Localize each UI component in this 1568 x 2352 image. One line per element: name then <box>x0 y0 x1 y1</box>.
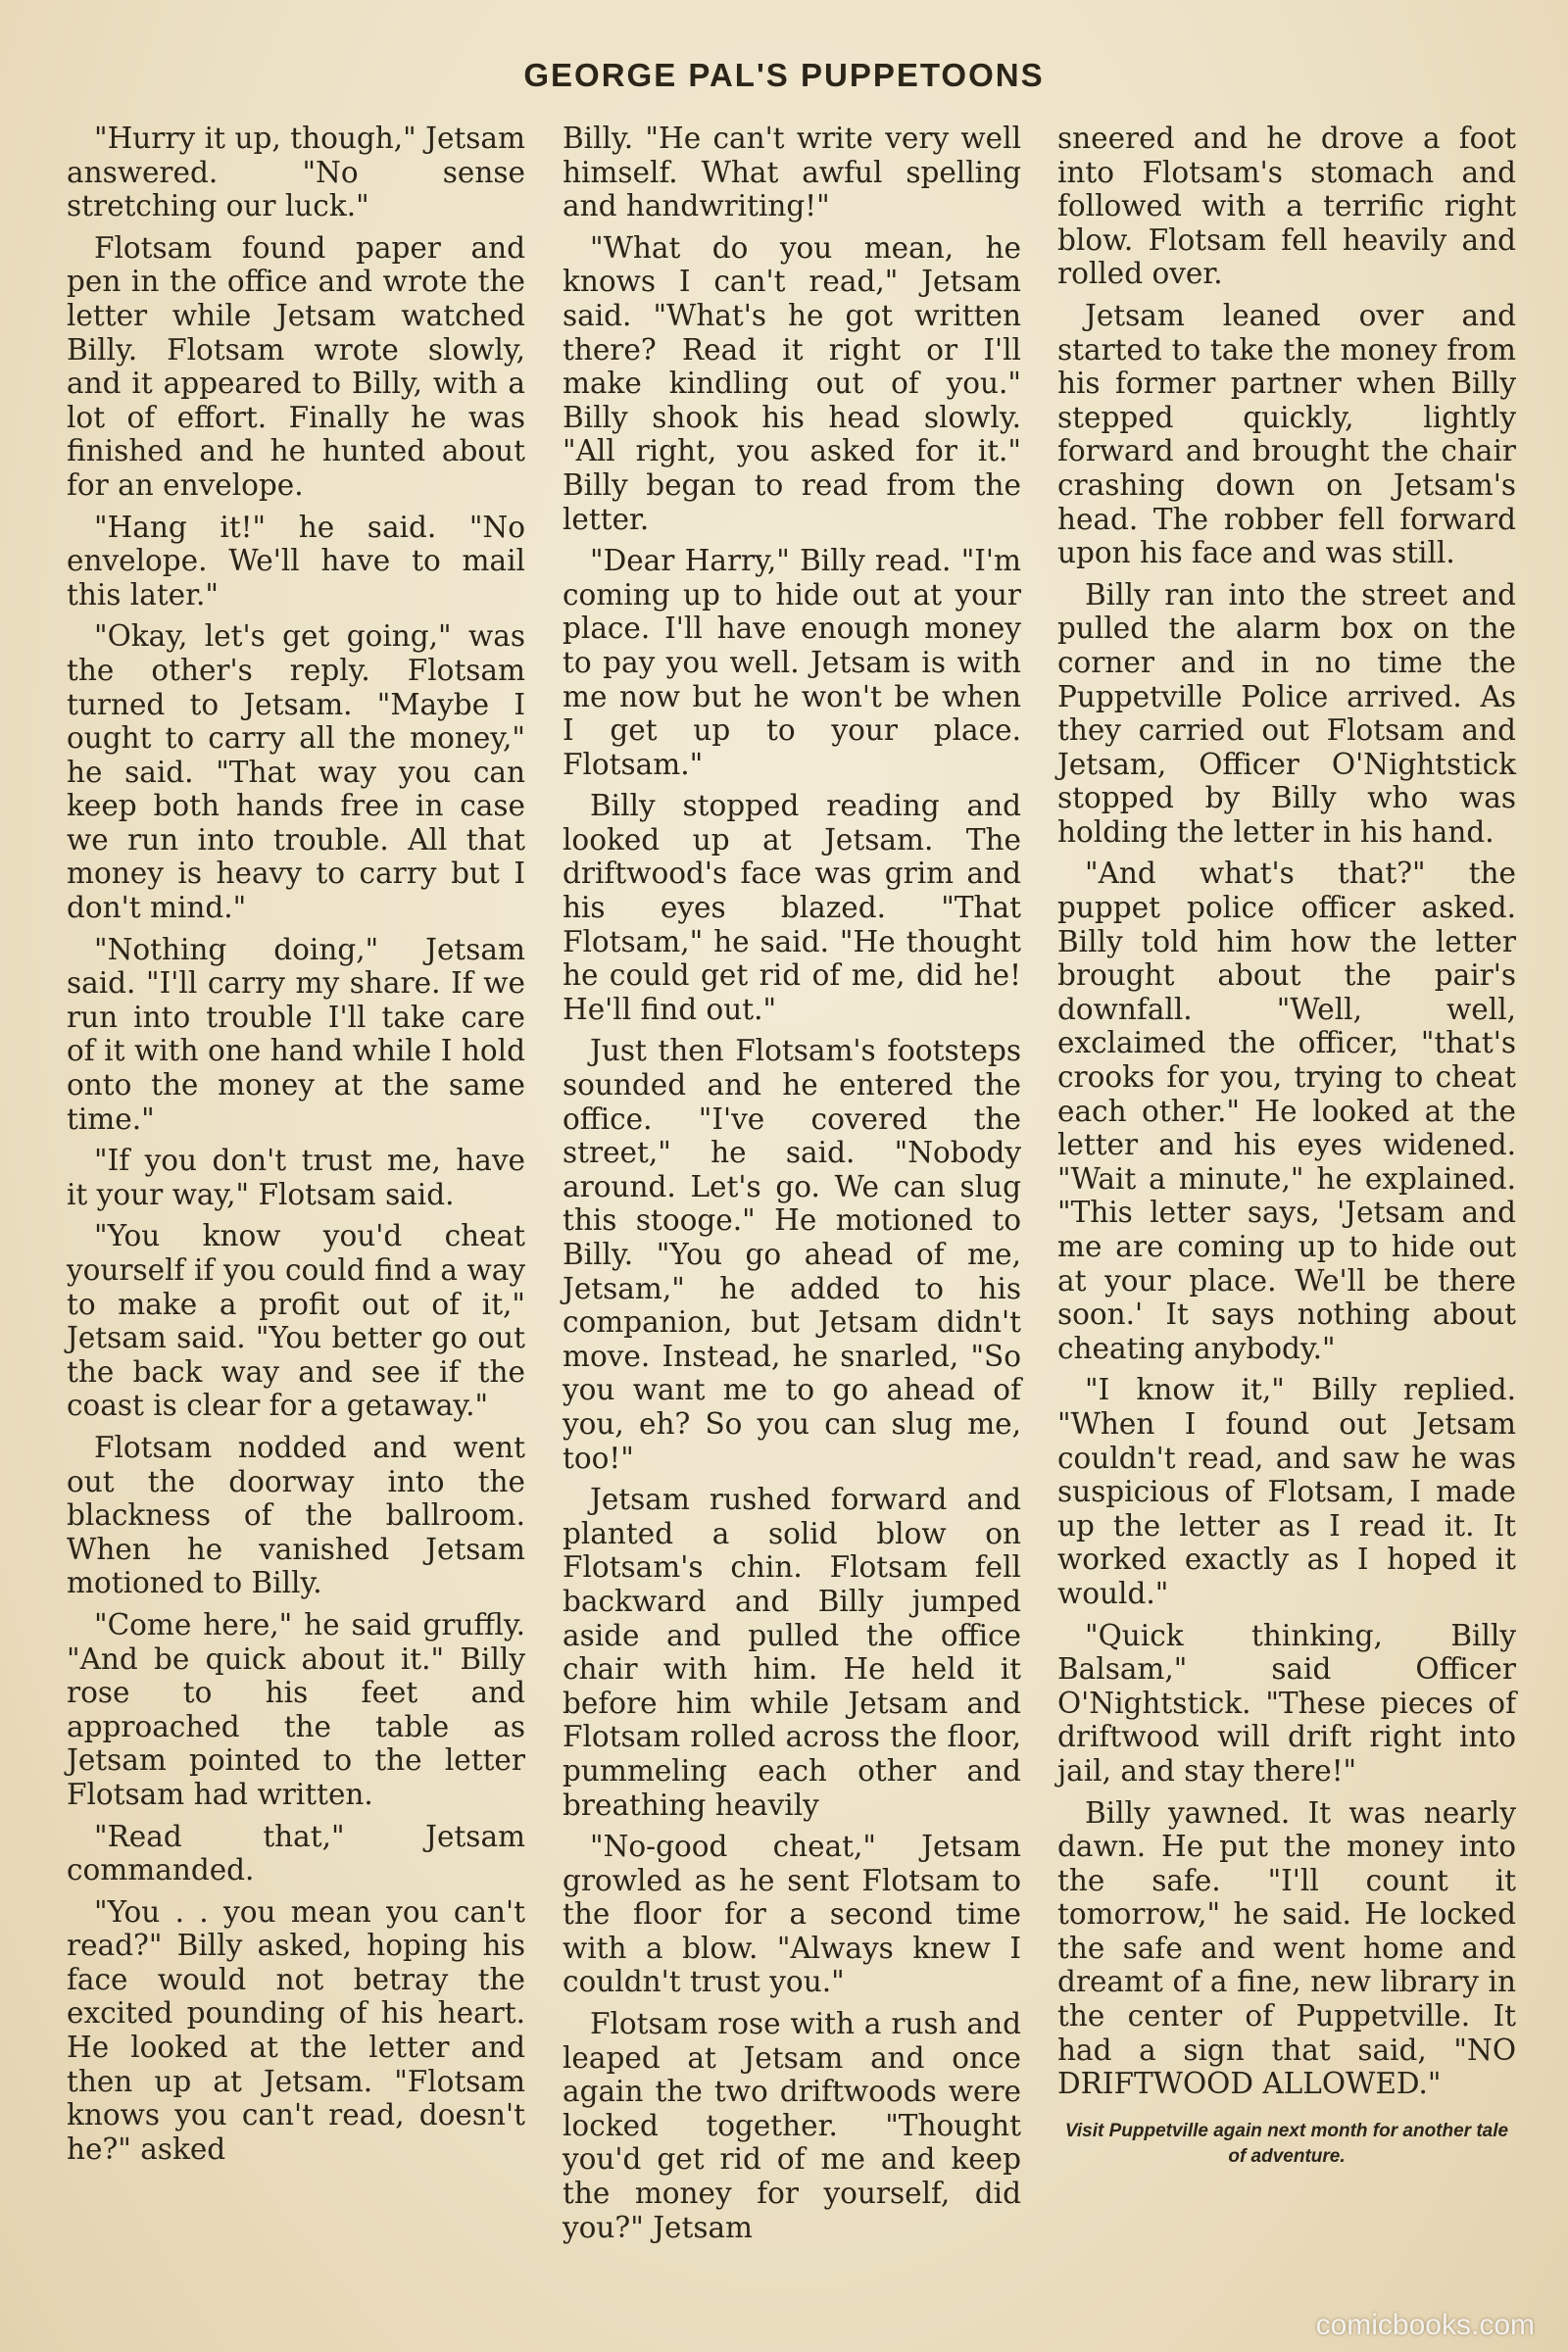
paragraph: "Nothing doing," Jetsam said. "I'll carry my share. If we run into trouble I'll take care of it with one hand while I hold onto the money at the same time." <box>67 932 525 1136</box>
paragraph: Billy yawned. It was nearly dawn. He put the money into the safe. "I'll count it tomorrow," he said. He locked the safe and went home and dreamt of a fine, new library in the center of Puppetville. It had a sign that said, "NO DRIFTWOOD ALLOWED." <box>1057 1795 1516 2101</box>
paragraph: "Come here," he said gruffly. "And be quick about it." Billy rose to his feet and approached the table as Jetsam pointed to the letter Flotsam had written. <box>67 1607 525 1811</box>
paragraph: "If you don't trust me, have it your way," Flotsam said. <box>67 1144 525 1211</box>
paragraph: Flotsam rose with a rush and leaped at Jetsam and once again the two driftwoods were locked together. "Thought you'd get rid of me and keep the money for yourself, did you?" Jetsam <box>563 2007 1021 2244</box>
text-column-2 <box>563 122 1021 2252</box>
watermark-text: comicbooks.com <box>1315 2309 1535 2341</box>
paragraph: Jetsam rushed forward and planted a solid blow on Flotsam's chin. Flotsam fell backward and Billy jumped aside and pulled the office chair with him. He held it before him while Jetsam and Flotsam rolled across the floor, pummeling each other and breathing heavily <box>563 1483 1021 1822</box>
paragraph: "You . . you mean you can't read?" Billy asked, hoping his face would not betray the excited pounding of his heart. He looked at the letter and then up at Jetsam. "Flotsam knows you can't read, doesn't he?" asked <box>67 1894 525 2166</box>
paragraph: "You know you'd cheat yourself if you could find a way to make a profit out of it," Jetsam said. "You better go out the back way and see if the coast is clear for a getaway." <box>67 1219 525 1423</box>
paragraph: "Dear Harry," Billy read. "I'm coming up to hide out at your place. I'll have enough money to pay you well. Jetsam is with me now but he won't be when I get up to your place. Flotsam." <box>563 544 1021 781</box>
paragraph: Jetsam leaned over and started to take the money from his former partner when Billy stepped quickly, lightly forward and brought the chair crashing down on Jetsam's head. The robber fell forward upon his face and was still. <box>1057 298 1516 570</box>
text-column-3 <box>1057 122 1516 2170</box>
paragraph: "Hang it!" he said. "No envelope. We'll have to mail this later." <box>67 510 525 612</box>
paragraph: Flotsam nodded and went out the doorway into the blackness of the ballroom. When he vanished Jetsam motioned to Billy. <box>67 1430 525 1600</box>
paragraph: "Quick thinking, Billy Balsam," said Officer O'Nightstick. "These pieces of driftwood will drift right into jail, and stay there!" <box>1057 1618 1516 1788</box>
paragraph: Flotsam found paper and pen in the office and wrote the letter while Jetsam watched Billy. Flotsam wrote slowly, and it appeared to Billy, with a lot of effort. Finally he was finished and he hunted about for an envelope. <box>67 230 525 502</box>
paragraph: "No-good cheat," Jetsam growled as he sent Flotsam to the floor for a second time with a blow. "Always knew I couldn't trust you." <box>563 1830 1021 1999</box>
paragraph: "And what's that?" the puppet police officer asked. Billy told him how the letter brought about the pair's downfall. "Well, well, exclaimed the officer, "that's crooks for you, trying to cheat each other." He looked at the letter and his eyes widened. "Wait a minute," he explained. "This letter says, 'Jetsam and me are coming up to hide out at your place. We'll be there soon.' It says nothing about cheating anybody." <box>1057 857 1516 1365</box>
paragraph: "Hurry it up, though," Jetsam answered. "No sense stretching our luck." <box>67 122 525 223</box>
page-title: GEORGE PAL'S PUPPETOONS <box>523 57 1045 93</box>
paragraph: "What do you mean, he knows I can't read," Jetsam said. "What's he got written there? Read it right or I'll make kindling out of you." Billy shook his head slowly. "All right, you asked for it." Billy began to read from the letter. <box>563 230 1021 536</box>
paragraph: Billy stopped reading and looked up at Jetsam. The driftwood's face was grim and his eyes blazed. "That Flotsam," he said. "He thought he could get rid of me, did he! He'll find out." <box>563 789 1021 1026</box>
paragraph: Just then Flotsam's footsteps sounded and he entered the office. "I've covered the street," he said. "Nobody around. Let's go. We can slug this stooge." He motioned to Billy. "You go ahead of me, Jetsam," he added to his companion, but Jetsam didn't move. Instead, he snarled, "So you want me to go ahead of you, eh? So you can slug me, too!" <box>563 1034 1021 1475</box>
paragraph-continued: Billy. "He can't write very well himself. What awful spelling and handwriting!" <box>563 122 1021 223</box>
paragraph: "Read that," Jetsam commanded. <box>67 1819 525 1887</box>
paragraph-continued: sneered and he drove a foot into Flotsam's stomach and followed with a terrific right blow. Flotsam fell heavily and rolled over. <box>1057 122 1516 291</box>
paragraph: Billy ran into the street and pulled the alarm box on the corner and in no time the Puppetville Police arrived. As they carried out Flotsam and Jetsam, Officer O'Nightstick stopped by Billy who was holding the letter in his hand. <box>1057 577 1516 849</box>
footer-note: Visit Puppetville again next month for another tale of adventure. <box>1064 2120 1509 2167</box>
paragraph: "Okay, let's get going," was the other's reply. Flotsam turned to Jetsam. "Maybe I ought to carry all the money," he said. "That way you can keep both hands free in case we run into trouble. All that money is heavy to carry but I don't mind." <box>67 619 525 925</box>
paragraph: "I know it," Billy replied. "When I found out Jetsam couldn't read, and saw he was suspicious of Flotsam, I made up the letter as I read it. It worked exactly as I hoped it would." <box>1057 1373 1516 1610</box>
text-column-1 <box>67 122 525 2174</box>
